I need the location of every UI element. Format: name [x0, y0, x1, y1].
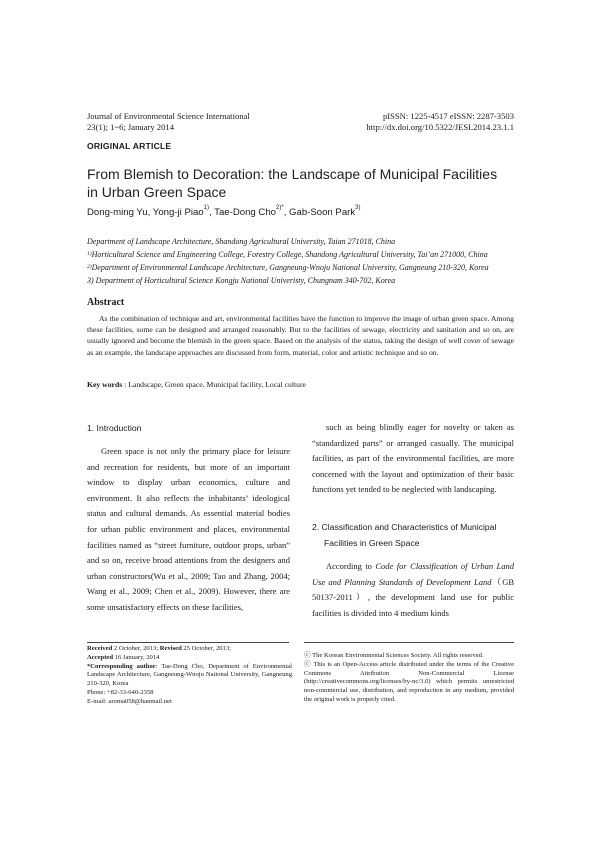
right-column-text-1: such as being blindly eager for novelty or taken as “standardized parts” or arranged casually. The municipal facilities, as part of the environmental facilities, are more concerned with the layout and optimization of their basic functions yet tended to be neglected with landscaping. — [312, 422, 514, 495]
dates-line — [87, 645, 292, 654]
author-3: , Tae-Dong Cho — [209, 207, 277, 218]
email[interactable]: E-mail: aroma058@hanmail.net — [87, 697, 172, 705]
affiliation-1-sup: 1) — [87, 251, 92, 257]
author-1: Dong-ming Yu, — [87, 207, 151, 218]
affiliation-2-text: Department of Environmental Landscape Architecture, Gangneung-Wnoju National University, Gangneung 210-320, Korea — [91, 263, 489, 272]
keywords-label: Key words — [87, 380, 123, 389]
affiliation-0-text: Department of Landscape Architecture, Shandong Agricultural University, Taian 271018, China — [87, 237, 396, 246]
paper-title — [87, 165, 527, 201]
affiliation-2-sup: 2) — [87, 264, 92, 270]
abstract-heading: Abstract — [87, 297, 125, 308]
title-line-2: in Urban Green Space — [87, 184, 227, 200]
affiliation-3-text: 3) Department of Horticultural Science Kongju National Univeristy, Chungnam 340-702, Korea — [87, 276, 396, 285]
license-text: ⓒ This is an Open-Access article distributed under the terms of the Creative Commons Attribution Non-Commercial License (http://creativecommons.org/licenses/by-nc/3.0) which permits unrestricted non-commercial use, distribution, and reproduction in any medium, provided the original work is properly cited. — [304, 660, 514, 703]
corresponding-text: : Tae-Dong Cho, Department of Environmental Landscape Architecture, Gangneung-Wnoju National University, Gangneung 210-320, Korea — [87, 662, 292, 688]
left-column-text: Green space is not only the primary place for leisure and recreation for residents, but more of an important window to display urban economics, culture and environment. It also reflects the inhabitants’ ideological status and cultural demands. As essential material bodies for urban public environment and places, environmental facilities named as “street furniture, outdoor props, urban” and so on, receive broad attentions from the designers and urban constructors(Wu et al., 2009; Tao and Zhang, 2004; Wang et al., 2009; Chen et al., 2009). However, there are some unsatisfactory effects on these facilities, — [87, 446, 290, 612]
keywords-text: : Landscape, Green space, Municipal facility, Local culture — [122, 380, 306, 389]
author-list — [87, 207, 527, 218]
corresponding-author — [87, 663, 292, 689]
journal-volume: 23(1); 1~6; January 2014 — [87, 122, 174, 132]
affiliations — [87, 237, 527, 286]
author-3-sup: 2)* — [276, 205, 284, 211]
issn: pISSN: 1225-4517 eISSN: 2287-3503 — [382, 111, 514, 121]
copyright-line: ⓒ The Korean Environmental Sciences Society. All rights reserved. — [304, 652, 484, 659]
keywords — [87, 380, 514, 389]
author-4: , Gab-Soon Park — [283, 207, 356, 218]
revised-label: Revised — [159, 645, 182, 652]
standard-title: Code for Classification of Urban Land Use and Planning Standards of Development Land — [312, 561, 514, 587]
received-label: Received — [87, 645, 113, 652]
affiliation-1 — [87, 250, 527, 260]
title-line-1: From Blemish to Decoration: the Landscape of Municipal Facilities — [87, 166, 498, 182]
affiliation-1-text: Horticultural Science and Engineering College, Forestry College, Shandong Agricultural University, Tai’an 271000, China — [91, 250, 488, 259]
issn-info — [300, 111, 514, 133]
doi-link[interactable]: http://dx.doi.org/10.5322/JESI.2014.23.1.1 — [366, 122, 514, 132]
accepted-label: Accepted — [87, 653, 113, 661]
revised-date: 25 October, 2013; — [181, 645, 231, 652]
author-2-sup: 1) — [203, 205, 209, 211]
article-type: ORIGINAL ARTICLE — [87, 141, 172, 151]
section-2-title-line-1: 2. Classification and Characteristics of Municipal — [312, 522, 497, 532]
phone: Phone: +82-33-640-2358 — [87, 688, 154, 696]
right-column-text-2 — [312, 559, 514, 621]
journal-name: Journal of Environmental Science International — [87, 111, 250, 121]
footnote-rule-right — [304, 642, 514, 643]
right-col2-pre: According to — [326, 561, 376, 571]
author-4-sup: 3) — [355, 205, 361, 211]
copyright-notice — [304, 652, 514, 705]
section-1-title: 1. Introduction — [87, 423, 142, 433]
accepted-line — [87, 654, 292, 663]
received-date: 2 October, 2013; — [112, 645, 160, 652]
corresponding-label: *Corresponding author — [87, 662, 156, 670]
author-2: Yong-ji Piao — [152, 207, 204, 218]
affiliation-3 — [87, 276, 527, 286]
affiliation-2 — [87, 263, 527, 273]
section-2-title — [312, 519, 522, 551]
article-history — [87, 645, 292, 707]
section-2-title-line-2: Facilities in Green Space — [324, 538, 420, 548]
footnote-rule-left — [87, 642, 289, 643]
abstract-body: As the combination of technique and art, environmental facilities have the function to improve the image of urban green space. Among these facilities, some can be designed and arranged reasonably. But to the facilities of sewage, electricity and sanitation and so on, are usually ignored and become the blemish in the green space. Based on the analysis of the status, taking the design of well cover of sewage as an example, the landscape approaches are discussed from form, material, color and artistic technique and so on. — [87, 314, 514, 357]
affiliation-0 — [87, 237, 527, 247]
right-col2-post: （GB 50137-2011）, the development land use for public facilities is divided into 4 medium kinds — [312, 576, 514, 618]
accepted-date: 16 January, 2014 — [113, 653, 160, 661]
